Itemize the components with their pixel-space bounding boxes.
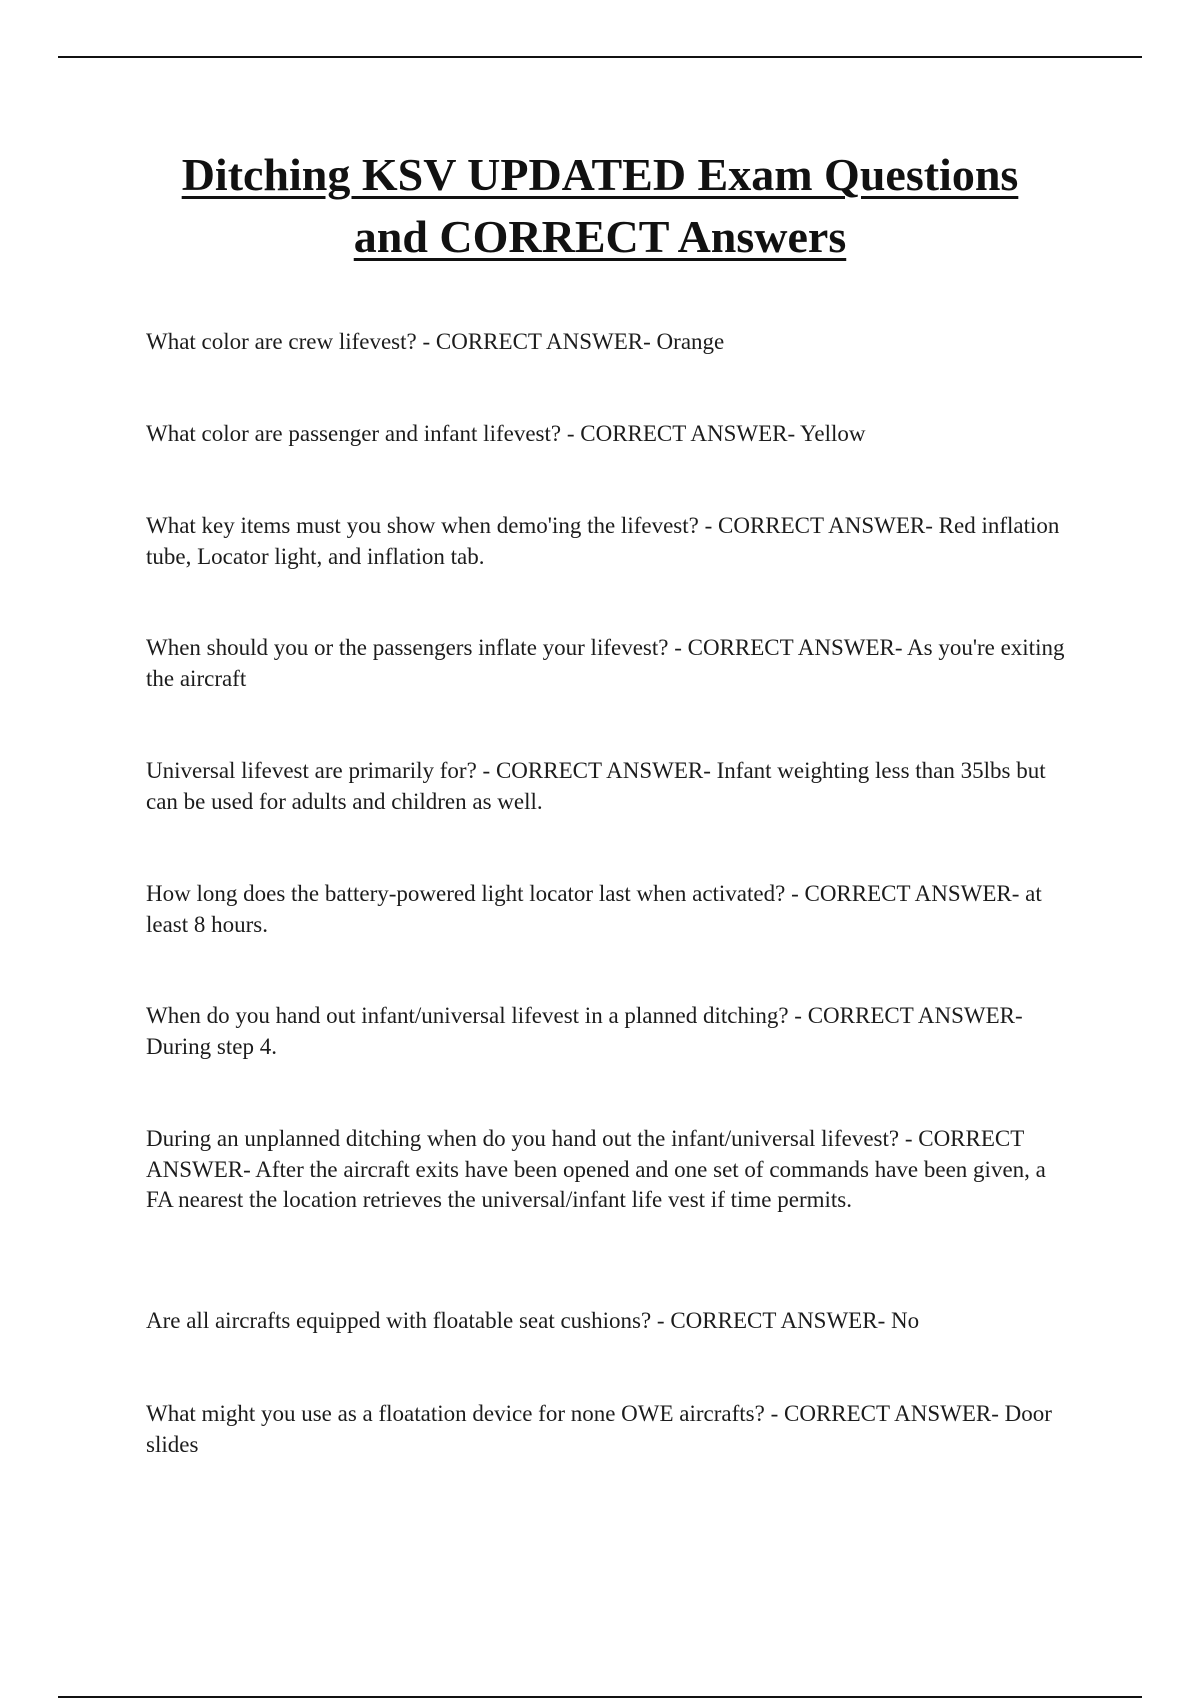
title-line-2: and CORRECT Answers (353, 211, 847, 262)
qa-item: During an unplanned ditching when do you hand out the infant/universal lifevest? - CORRECT ANSWER- After the aircraft exits have been opened and one set of commands have been given, a FA nearest the location retrieves the universal/infant life vest if time permits. (146, 1126, 1046, 1212)
title-line-1: Ditching KSV UPDATED Exam Questions (181, 149, 1019, 200)
qa-item: What color are passenger and infant lifevest? - CORRECT ANSWER- Yellow (146, 421, 866, 446)
qa-item: When should you or the passengers inflate your lifevest? - CORRECT ANSWER- As you're exiting the aircraft (146, 635, 1065, 691)
qa-item: What color are crew lifevest? - CORRECT ANSWER- Orange (146, 329, 725, 354)
qa-item: Are all aircrafts equipped with floatable seat cushions? - CORRECT ANSWER- No (146, 1308, 920, 1333)
bottom-divider (58, 1696, 1142, 1698)
qa-item: How long does the battery-powered light locator last when activated? - CORRECT ANSWER- at least 8 hours. (146, 881, 1042, 937)
qa-item: When do you hand out infant/universal lifevest in a planned ditching? - CORRECT ANSWER- During step 4. (146, 1003, 1023, 1059)
qa-item: Universal lifevest are primarily for? - CORRECT ANSWER- Infant weighting less than 35lbs but can be used for adults and children as well. (146, 758, 1046, 814)
qa-item: What key items must you show when demo'ing the lifevest? - CORRECT ANSWER- Red inflation tube, Locator light, and inflation tab. (146, 513, 1060, 569)
qa-item: What might you use as a floatation device for none OWE aircrafts? - CORRECT ANSWER- Door slides (146, 1401, 1052, 1457)
